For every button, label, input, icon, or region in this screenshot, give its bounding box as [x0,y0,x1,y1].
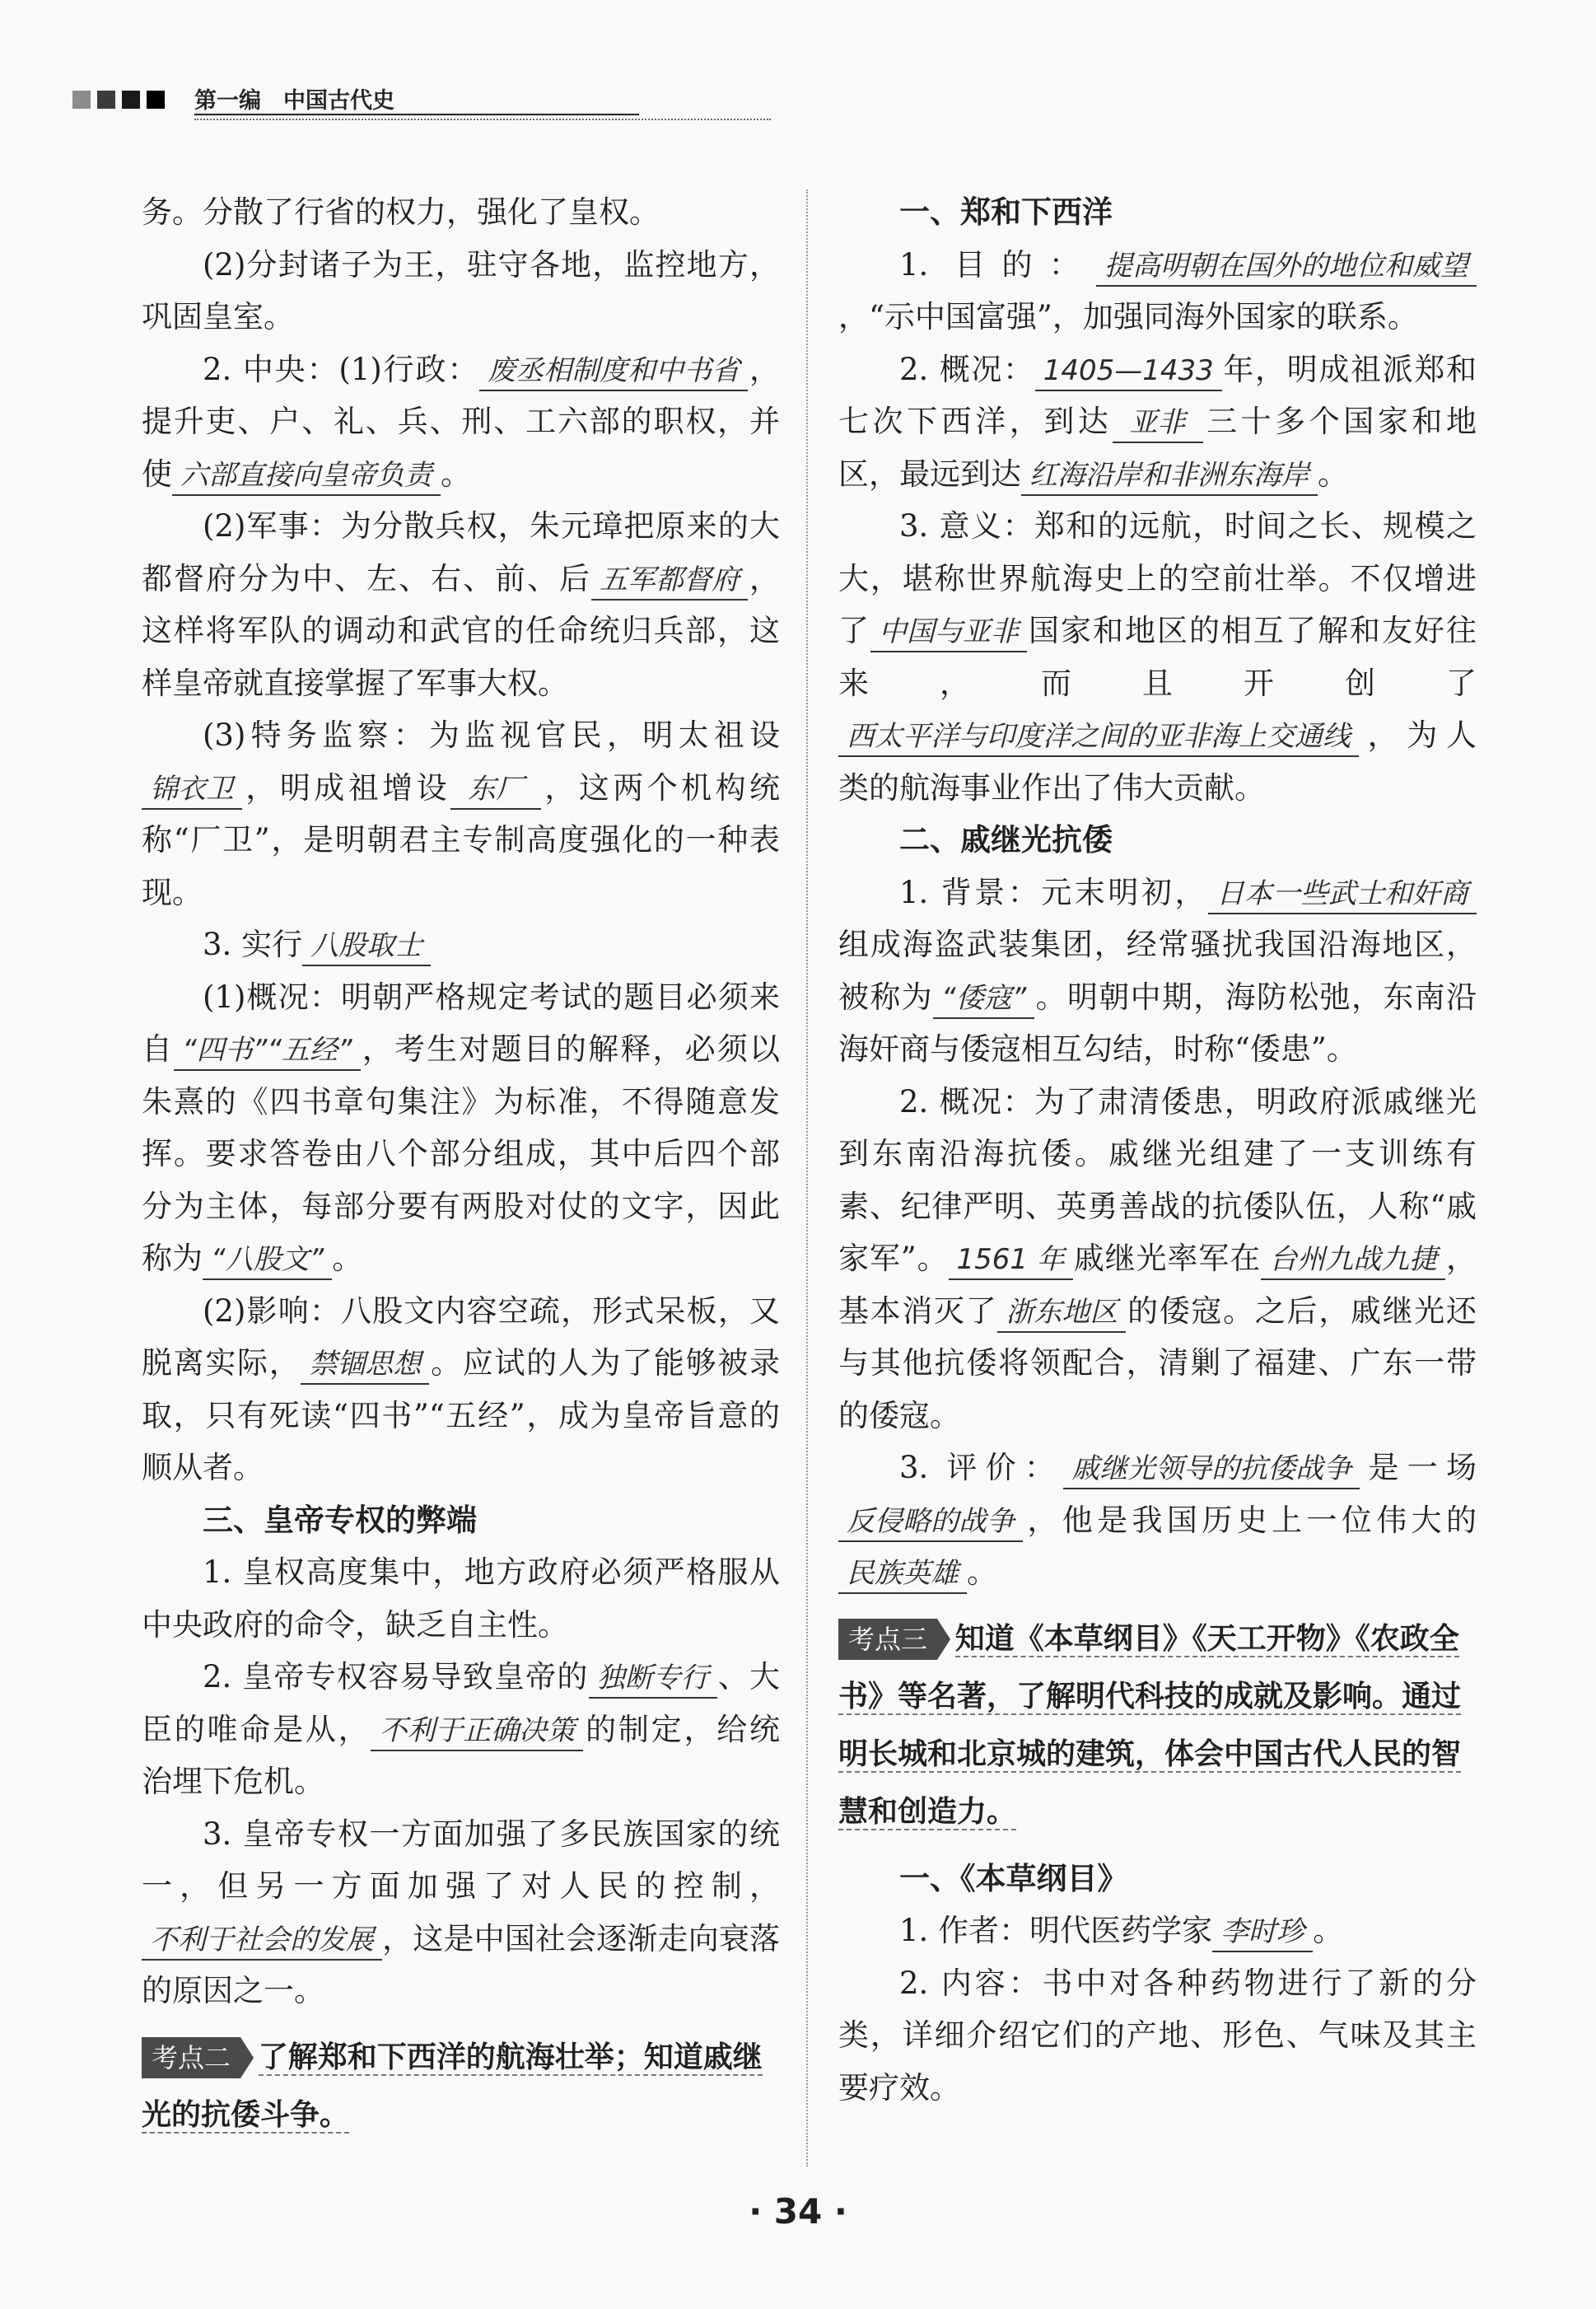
answer-blank: 1561 年 [949,1241,1073,1280]
paragraph: 2. 内容：书中对各种药物进行了新的分类，详细介绍它们的产地、形色、气味及其主要疗效。 [838,1965,1477,2106]
paragraph: 3. 评价： 戚继光领导的抗倭战争 是一场反侵略的战争 ，他是我国历史上一位伟大的民族英雄 。 [838,1442,1477,1599]
paragraph: 2. 概况：为了肃清倭患，明政府派戚继光到东南沿海抗倭。戚继光组建了一支训练有素、纪律严明、英勇善战的抗倭队伍，人称“戚家军”。 1561 年 戚继光率军在 台州九战九捷 ，基本消灭了 浙东地区 的倭寇。之后，戚继光还与其他抗倭将领配合，清剿了福建、广东一带的倭寇。 [838,1083,1477,1433]
section-heading: 三、皇帝专权的弊端 [203,1502,477,1538]
answer-blank: “四书”“五经” [174,1031,360,1071]
paragraph: 3. 皇帝专权一方面加强了多民族国家的统一，但另一方面加强了对人民的控制，不利于社会的发展 ，这是中国社会逐渐走向衰落的原因之一。 [142,1816,780,2008]
paragraph: (3)特务监察：为监视官民，明太祖设锦衣卫 ，明成祖增设 东厂 ，这两个机构统称“厂卫”，是明朝君主专制高度强化的一种表现。 [142,717,780,910]
paragraph: 1. 作者：明代医药学家 李时珍 。 [838,1905,1477,1957]
paragraph: 务。分散了行省的权力，强化了皇权。 [142,194,660,230]
answer-blank: 八股取士 [302,927,431,966]
header-square-4 [147,91,165,109]
answer-blank: 1405—1433 [1035,352,1222,391]
section-heading: 二、戚继光抗倭 [899,822,1113,858]
header-rule [194,114,639,115]
answer-blank: 李时珍 [1212,1913,1313,1952]
answer-blank: 浙东地区 [997,1293,1126,1333]
header-square-1 [72,91,91,109]
answer-blank: 亚非 [1113,404,1203,443]
answer-blank: 禁锢思想 [301,1345,429,1385]
exam-point-box [838,1610,1477,1841]
answer-blank: 中国与亚非 [870,613,1027,652]
answer-blank: 民族英雄 [838,1554,967,1594]
header-dotted-rule [194,119,771,120]
paragraph: 1. 背景：元末明初， 日本一些武士和奸商组成海盗武装集团，经常骚扰我国沿海地区，被称为 “倭寇” 。明朝中期，海防松弛，东南沿海奸商与倭寇相互勾结，时称“倭患”。 [838,874,1477,1067]
answer-blank: 红海沿岸和非洲东海岸 [1021,456,1318,496]
answer-blank: 不利于正确决策 [371,1712,583,1751]
paragraph: 1. 皇权高度集中，地方政府必须严格服从中央政府的命令，缺乏自主性。 [142,1554,780,1643]
paragraph: 3. 意义：郑和的远航，时间之长、规模之大，堪称世界航海史上的空前壮举。不仅增进了 中国与亚非 国家和地区的相互了解和友好往来，而且开创了西太平洋与印度洋之间的亚非海上交通线 ，为人类的航海事业作出了伟大贡献。 [838,508,1477,806]
answer-blank: 戚继光领导的抗倭战争 [1063,1450,1360,1489]
section-heading: 一、郑和下西洋 [899,194,1113,230]
paragraph: 2. 皇帝专权容易导致皇帝的 独断专行 、大臣的唯命是从， 不利于正确决策 的制定，给统治埋下危机。 [142,1659,781,1799]
right-column [838,186,1477,2114]
exam-point-text: 了解郑和下西洋的航海壮举；知道戚继光的抗倭斗争。 [142,2040,763,2132]
paragraph: 3. 实行 八股取士 [142,918,780,971]
paragraph: 2. 概况： 1405—1433 年，明成祖派郑和七次下西洋，到达 亚非 三十多个国家和地区，最远到达 红海沿岸和非洲东海岸 。 [838,344,1477,501]
answer-blank: 提高明朝在国外的地位和威望 [1096,247,1477,287]
section-heading: 一、《本草纲目》 [899,1860,1128,1896]
exam-point-text: 知道《本草纲目》《天工开物》《农政全书》等名著，了解明代科技的成就及影响。通过明长城和北京城的建筑，体会中国古代人民的智慧和创造力。 [838,1621,1462,1829]
header-title: 第一编 中国古代史 [194,88,394,114]
paragraph: (2)影响：八股文内容空疏，形式呆板，又脱离实际， 禁锢思想 。应试的人为了能够被录取，只有死读“四书”“五经”，成为皇帝旨意的顺从者。 [142,1292,780,1485]
page-header [72,81,698,120]
answer-blank: “八股文” [203,1241,332,1280]
exam-point-badge: 考点二 [142,2037,240,2078]
paragraph: 2. 中央：(1)行政： 废丞相制度和中书省 ，提升吏、户、礼、兵、刑、工六部的职权，并使 六部直接向皇帝负责 。 [142,344,780,501]
answer-blank: 锦衣卫 [142,770,242,810]
page-number: · 34 · [749,2191,847,2232]
answer-blank: 台州九战九捷 [1261,1241,1445,1280]
answer-blank: 不利于社会的发展 [142,1921,382,1961]
paragraph: (2)分封诸子为王，驻守各地，监控地方，巩固皇室。 [142,246,780,334]
answer-blank: 独断专行 [589,1659,717,1699]
exam-point-box [142,2029,780,2144]
paragraph: (1)概况：明朝严格规定考试的题目必须来自 “四书”“五经” ，考生对题目的解释，必须以朱熹的《四书章句集注》为标准，不得随意发挥。要求答卷由八个部分组成，其中后四个部分为主体，每部分要有两股对仗的文字，因此称为 “八股文” 。 [142,971,780,1285]
header-square-3 [122,91,140,109]
answer-blank: “倭寇” [933,979,1034,1019]
column-divider [806,189,808,2166]
paragraph: 1. 目的： 提高明朝在国外的地位和威望，“示中国富强”，加强同海外国家的联系。 [838,239,1477,344]
answer-blank: 五军都督府 [591,561,748,601]
answer-blank: 反侵略的战争 [838,1503,1023,1542]
answer-blank: 废丞相制度和中书省 [479,352,748,391]
answer-blank: 东厂 [450,770,541,810]
header-square-2 [97,91,115,109]
left-column [142,186,780,2156]
answer-blank: 六部直接向皇帝负责 [172,456,441,496]
answer-blank: 日本一些武士和奸商 [1208,875,1477,914]
answer-blank: 西太平洋与印度洋之间的亚非海上交通线 [838,717,1359,757]
exam-point-badge: 考点三 [838,1619,937,1660]
paragraph: (2)军事：为分散兵权，朱元璋把原来的大都督府分为中、左、右、前、后 五军都督府 ，这样将军队的调动和武官的任命统归兵部，这样皇帝就直接掌握了军事大权。 [142,508,780,701]
